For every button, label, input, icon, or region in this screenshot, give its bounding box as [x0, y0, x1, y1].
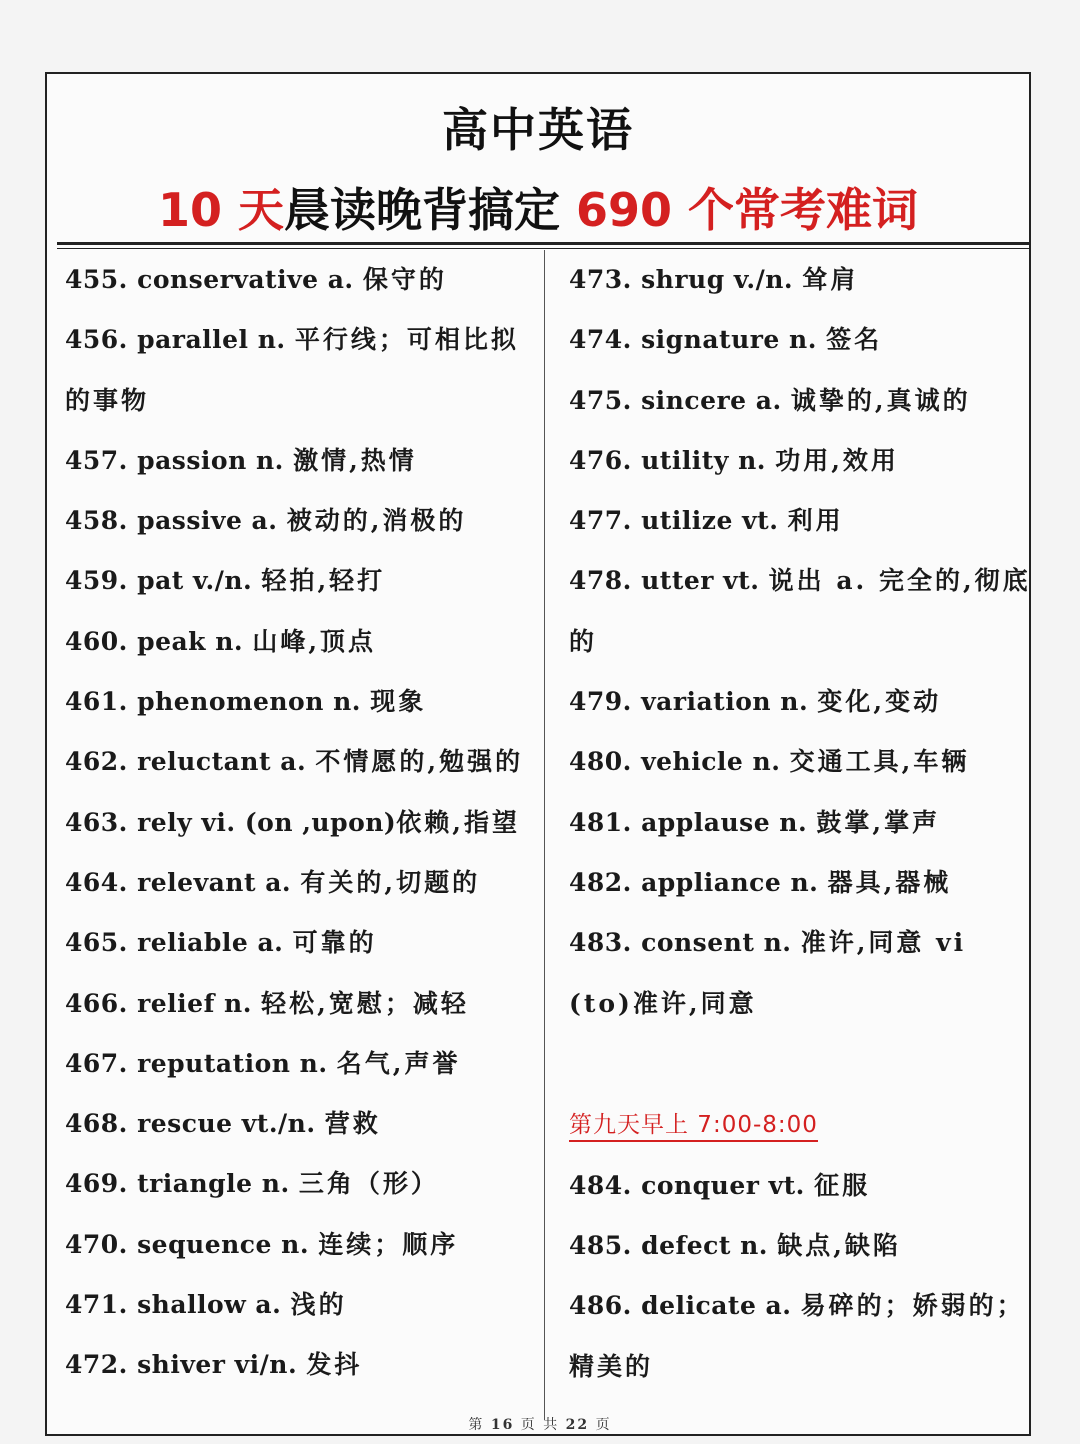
entry-word: 470. sequence n. — [65, 1229, 310, 1259]
vocab-entry — [65, 1154, 535, 1214]
document-page — [45, 72, 1031, 1436]
entry-meaning: 缺点,缺陷 — [777, 1231, 901, 1261]
entry-word: 459. pat v./n. — [65, 566, 253, 596]
vocab-entry — [65, 974, 535, 1034]
entry-meaning: 营救 — [324, 1109, 381, 1139]
vocab-entry — [569, 1276, 1031, 1397]
entry-word: 472. shiver vi/n. — [65, 1350, 298, 1380]
entry-word: 456. parallel n. — [65, 325, 286, 355]
entry-meaning: 发抖 — [306, 1350, 363, 1380]
entry-word: 480. vehicle n. — [569, 747, 781, 777]
entry-word: 468. rescue vt./n. — [65, 1109, 316, 1139]
entry-word: 484. conquer vt. — [569, 1170, 805, 1200]
vocab-entry — [569, 732, 1031, 792]
entry-word: 464. relevant a. — [65, 867, 292, 897]
vocab-entry — [65, 310, 535, 431]
vocab-entry — [65, 1275, 535, 1335]
entry-word: 457. passion n. — [65, 445, 284, 475]
entry-word: 485. defect n. — [569, 1231, 768, 1261]
page-footer — [0, 1414, 1080, 1434]
entry-word: 474. signature n. — [569, 325, 817, 355]
entry-meaning: 现象 — [370, 687, 427, 717]
vocab-entry — [569, 1216, 1031, 1276]
entry-word: 481. applause n. — [569, 807, 808, 837]
entry-word: 460. peak n. — [65, 626, 244, 656]
entry-meaning: 诚挚的,真诚的 — [790, 385, 971, 415]
vocab-entry — [65, 1094, 535, 1154]
entry-meaning: 平行线；可相比拟的事物 — [65, 325, 519, 415]
entry-meaning: 连续；顺序 — [318, 1229, 459, 1259]
entry-meaning: 利用 — [787, 506, 844, 536]
vocab-entry — [569, 853, 1031, 913]
column-divider — [544, 250, 545, 1420]
header-rule-thick — [57, 242, 1029, 245]
spacer — [569, 1034, 1031, 1094]
vocab-entry — [65, 853, 535, 913]
footer-prefix: 第 — [468, 1417, 485, 1433]
entry-word: 473. shrug v./n. — [569, 265, 794, 294]
entry-word: 478. utter vt. — [569, 566, 760, 596]
total-pages-number: 22 — [565, 1417, 590, 1433]
vocab-entry — [569, 371, 1031, 431]
page-subtitle — [47, 174, 1029, 240]
vocab-entry — [569, 491, 1031, 551]
entry-word: 458. passive a. — [65, 506, 278, 536]
vocab-entry — [569, 551, 1031, 672]
vocab-entry — [569, 793, 1031, 853]
entry-word: 469. triangle n. — [65, 1169, 290, 1199]
entry-word: 465. reliable a. — [65, 928, 284, 958]
entry-meaning: 可靠的 — [292, 928, 377, 958]
entry-word: 482. appliance n. — [569, 867, 819, 897]
entry-word: 476. utility n. — [569, 445, 766, 475]
entry-meaning: 轻松,宽慰；减轻 — [261, 988, 469, 1018]
vocab-entry — [569, 1156, 1031, 1216]
entry-meaning: 说出 a. 完全的,彻底的 — [569, 566, 1031, 656]
left-column — [65, 250, 535, 1396]
vocab-entry — [569, 310, 1031, 370]
entry-meaning: 浅的 — [290, 1290, 347, 1320]
vocab-entry — [65, 431, 535, 491]
entry-word: 462. reluctant a. — [65, 747, 307, 777]
vocab-entry — [65, 793, 535, 853]
header — [47, 74, 1029, 244]
entry-meaning: 功用,效用 — [775, 445, 899, 475]
subtitle-words: 常考难词 — [734, 183, 919, 237]
vocab-entry — [569, 913, 1031, 1034]
entry-meaning: 保守的 — [362, 265, 447, 294]
vocab-entry — [65, 1335, 535, 1395]
right-column — [569, 250, 1031, 1397]
vocab-entry — [65, 732, 535, 792]
vocab-entry — [65, 1215, 535, 1275]
current-page-number: 16 — [490, 1417, 515, 1433]
vocab-entry — [65, 551, 535, 611]
entry-word: 483. consent n. — [569, 928, 792, 958]
entry-word: 466. relief n. — [65, 988, 252, 1018]
vocab-entry — [65, 913, 535, 973]
entry-word: 477. utilize vt. — [569, 506, 779, 536]
entry-meaning: 轻拍,轻打 — [261, 566, 386, 596]
entry-meaning: 准许,同意 vi (to)准许,同意 — [569, 928, 967, 1018]
entry-word: 479. variation n. — [569, 687, 809, 717]
vocab-entry — [569, 672, 1031, 732]
vocab-entry — [65, 250, 535, 310]
entry-meaning: 征服 — [814, 1170, 871, 1200]
entry-meaning: 鼓掌,掌声 — [816, 807, 941, 837]
entry-word: 461. phenomenon n. — [65, 687, 361, 717]
entry-meaning: 耸肩 — [802, 265, 859, 294]
footer-middle: 页 共 — [520, 1417, 560, 1433]
entry-word: 471. shallow a. — [65, 1290, 282, 1320]
vocab-entry — [65, 612, 535, 672]
vocab-entry — [65, 491, 535, 551]
entry-meaning: 依赖,指望 — [396, 807, 520, 837]
entry-meaning: 变化,变动 — [817, 687, 942, 717]
entry-meaning: 不情愿的,勉强的 — [315, 747, 524, 777]
vocab-entry — [65, 672, 535, 732]
entry-meaning: 被动的,消极的 — [286, 506, 467, 536]
entry-meaning: 三角（形） — [298, 1169, 439, 1199]
vocab-entry — [569, 250, 1031, 310]
subtitle-phrase: 晨读晚背搞定 — [283, 183, 560, 237]
footer-suffix: 页 — [595, 1417, 612, 1433]
section-heading: 第九天早上 7:00-8:00 — [569, 1110, 818, 1142]
entry-word: 463. rely vi. (on ,upon) — [65, 807, 397, 837]
entry-meaning: 签名 — [826, 325, 883, 355]
vocab-entry — [569, 431, 1031, 491]
entry-meaning: 有关的,切题的 — [300, 867, 481, 897]
entry-meaning: 交通工具,车辆 — [789, 747, 970, 777]
entry-word: 486. delicate a. — [569, 1291, 792, 1321]
entry-word: 455. conservative a. — [65, 265, 354, 294]
entry-meaning: 名气,声誉 — [336, 1048, 461, 1078]
vocab-entry — [65, 1034, 535, 1094]
entry-meaning: 激情,热情 — [293, 445, 417, 475]
entry-word: 475. sincere a. — [569, 385, 782, 415]
entry-word: 467. reputation n. — [65, 1048, 328, 1078]
subtitle-count: 690 个 — [576, 183, 735, 237]
entry-meaning: 易碎的；娇弱的；精美的 — [569, 1291, 1025, 1381]
header-rule-thin — [57, 248, 1029, 249]
page-title: 高中英语 — [442, 103, 634, 157]
entry-meaning: 器具,器械 — [827, 867, 952, 897]
subtitle-days: 10 天 — [157, 183, 284, 237]
entry-meaning: 山峰,顶点 — [252, 626, 377, 656]
